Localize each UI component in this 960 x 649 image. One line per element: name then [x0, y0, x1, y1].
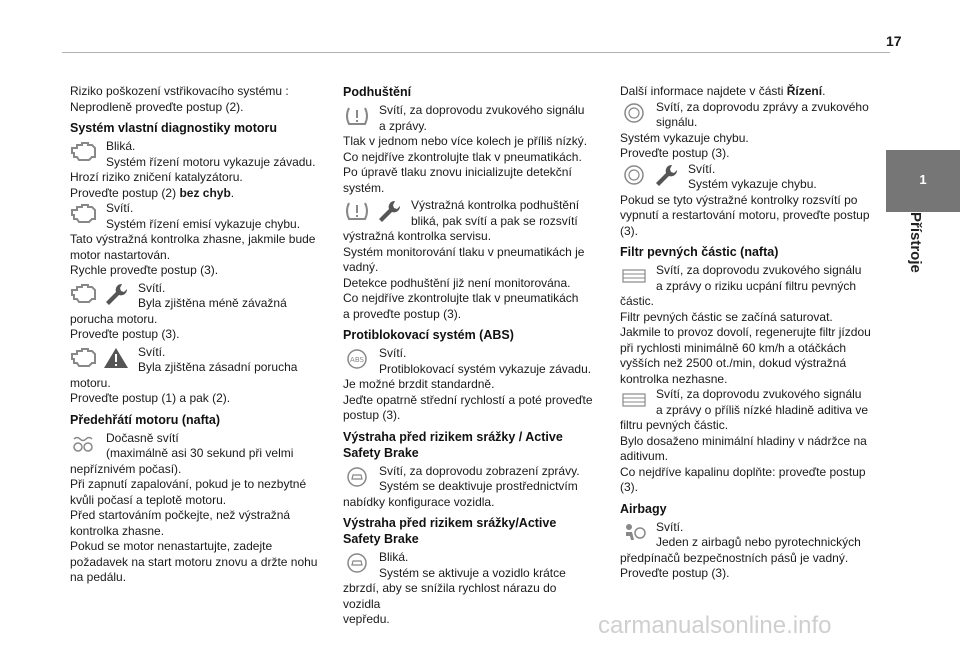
heading-underinflation: Podhuštění	[343, 85, 412, 99]
tyre-pressure-icon	[343, 198, 371, 224]
collision-warning-icon	[343, 464, 371, 490]
airbag-entry: Svítí. Jeden z airbagů nebo pyrotechnických	[620, 520, 880, 551]
particle-filter-icon	[620, 387, 648, 413]
engine-icon	[70, 345, 98, 371]
emission-entry: Svítí. Systém řízení emisí vykazuje chybu.	[70, 201, 320, 232]
steering-icon	[620, 162, 648, 188]
heading-collision-warning: Výstraha před rizikem srážky / Active Safety Brake	[343, 429, 563, 460]
major-fault-entry: Svítí. Byla zjištěna zásadní porucha	[70, 345, 320, 376]
steering-fault-entry: Svítí. Systém vykazuje chybu.	[620, 162, 880, 193]
heading-active-safety-brake: Výstraha před rizikem srážky/Active Safety Brake	[343, 516, 557, 546]
wrench-icon	[375, 198, 403, 224]
intro-line: Další informace najdete v části Řízení.	[620, 84, 826, 98]
heading-engine-diagnostics: Systém vlastní diagnostiky motoru	[70, 121, 277, 135]
column-1: Riziko poškození vstřikovacího systému : Neprodleně proveďte postup (2). Systém vlastní diagnostiky motoru Bliká. Systém řízení motoru vykazuje závadu. Hrozí riziko zničení katalyzátoru. Proveďte postup (2) bez chyb. Svítí. Systém řízení emisí vykazuje chybu. Tato výstražná kontrolka zhasne, jakmile bude motor nastartován. Rychle proveďte postup (3). Svítí. Byla zjištěna méně závažná porucha motoru. Proveďte postup (3). Svítí. Byla zjištěna zásadní porucha motoru. Proveďte postup (1) a pak (2). Předehřátí motoru (nafta) Dočasně svítí (maximálně asi 30 sekund při velmi nepříznivém počasí). Při zapnutí zapalování, pokud je to nezbytné kvůli počasí a teplotě motoru. Před startováním počkejte, než výstražná kontrolka zhasne. Pokud se motor nenastartujte, zadejte požadavek na start motoru znovu a držte nohu na pedálu.	[70, 84, 320, 586]
aebs-blink-entry: Bliká. Systém se aktivuje a vozidlo krátce	[343, 550, 593, 581]
collision-warning-icon	[343, 550, 371, 576]
minor-fault-entry: Svítí. Byla zjištěna méně závažná	[70, 281, 320, 312]
dpf-clog-entry: Svítí, za doprovodu zvukového signálu a zprávy o riziku ucpání filtru pevných	[620, 263, 880, 294]
steering-message-entry: Svítí, za doprovodu zprávy a zvukového signálu.	[620, 100, 880, 131]
heading-airbags: Airbagy	[620, 501, 667, 516]
column-3: Další informace najdete v části Řízení. Svítí, za doprovodu zprávy a zvukového signálu. Systém vykazuje chybu. Proveďte postup (3). Svítí. Systém vykazuje chybu. Pokud se tyto výstražné kontrolky rozsvítí po vypnutí a restartování motoru, proveďte postup (3). Filtr pevných částic (nafta) Svítí, za doprovodu zvukového signálu a zprávy o riziku ucpání filtru pevných částic. Filtr pevných částic se začíná saturovat. Jakmile to provoz dovolí, regenerujte filtr jízdou při rychlosti minimálně 60 km/h a otáčkách vyšších než 2500 ot./min, dokud výstražná kontrolka nezhasne. Svítí, za doprovodu zvukového signálu a zprávy o příliš nízké hladině aditiva ve filtru pevných částic. Bylo dosaženo minimální hladiny v nádržce na aditivum. Co nejdříve kapalinu doplňte: proveďte postup (3). Airbagy Svítí. Jeden z airbagů nebo pyrotechnických předpínačů bezpečnostních pásů je vadný. Proveďte postup (3).	[620, 84, 880, 582]
heading-abs: Protiblokovací systém (ABS)	[343, 328, 514, 342]
glow-plug-icon	[70, 431, 98, 457]
chapter-tab-number: 1	[919, 172, 927, 187]
tyre-entry: Svítí, za doprovodu zvukového signálu a zprávy.	[343, 103, 593, 134]
engine-icon	[70, 139, 98, 165]
engine-icon	[70, 281, 98, 307]
watermark: carmanualsonline.info	[598, 612, 832, 639]
intro-line: Riziko poškození vstřikovacího systému :	[70, 84, 289, 98]
intro-line: Neprodleně proveďte postup (2).	[70, 99, 244, 114]
column-2: Podhuštění Svítí, za doprovodu zvukového signálu a zprávy. Tlak v jednom nebo více kolech je příliš nízký. Co nejdříve zkontrolujte tlak v pneumatikách. Po úpravě tlaku znovu inicializujte detekční systém. Výstražná kontrolka podhuštění bliká, pak svítí a pak se rozsvítí výstražná kontrolka servisu. Systém monitorování tlaku v pneumatikách je vadný. Detekce podhuštění již není monitorována. Co nejdříve zkontrolujte tlak v pneumatikách a proveďte postup (3). Protiblokovací systém (ABS) ABS Svítí. Protiblokovací systém vykazuje závadu. Je možné brzdit standardně. Jeďte opatrně střední rychlostí a poté proveďte postup (3). Výstraha před rizikem srážky / Active Safety Brake Svítí, za doprovodu zobrazení zprávy. Systém se deaktivuje prostřednictvím nabídky konfigurace vozidla. Výstraha před rizikem srážky/Active Safety Brake Bliká. Systém se aktivuje a vozidlo krátce zbrzdí, aby se snížila rychlost nárazu do vozidla vepředu.	[343, 85, 593, 626]
header-rule	[62, 52, 890, 53]
heading-preheating: Předehřátí motoru (nafta)	[70, 412, 221, 427]
dpf-additive-entry: Svítí, za doprovodu zvukového signálu a zprávy o příliš nízké hladině aditiva ve	[620, 387, 880, 418]
particle-filter-icon	[620, 263, 648, 289]
tyre-pressure-icon	[343, 103, 371, 129]
page-number: 17	[886, 33, 902, 49]
heading-particle-filter: Filtr pevných částic (nafta)	[620, 245, 779, 259]
preheat-entry: Dočasně svítí (maximálně asi 30 sekund při velmi	[70, 431, 320, 462]
wrench-icon	[102, 281, 130, 307]
engine-blink-entry: Bliká. Systém řízení motoru vykazuje závadu.	[70, 139, 320, 170]
svg-text:ABS: ABS	[350, 356, 364, 364]
airbag-icon	[620, 520, 648, 546]
tyre-service-entry: Výstražná kontrolka podhuštění bliká, pak svítí a pak se rozsvítí	[343, 198, 593, 229]
warning-triangle-icon	[102, 345, 130, 371]
steering-icon	[620, 100, 648, 126]
chapter-tab[interactable]	[886, 150, 960, 212]
aebs-on-entry: Svítí, za doprovodu zobrazení zprávy. Systém se deaktivuje prostřednictvím	[343, 464, 593, 495]
engine-icon	[70, 201, 98, 227]
chapter-title: Přístroje	[907, 212, 924, 273]
abs-icon	[343, 346, 371, 372]
wrench-icon	[652, 162, 680, 188]
abs-entry: ABS Svítí. Protiblokovací systém vykazuje závadu.	[343, 346, 593, 377]
